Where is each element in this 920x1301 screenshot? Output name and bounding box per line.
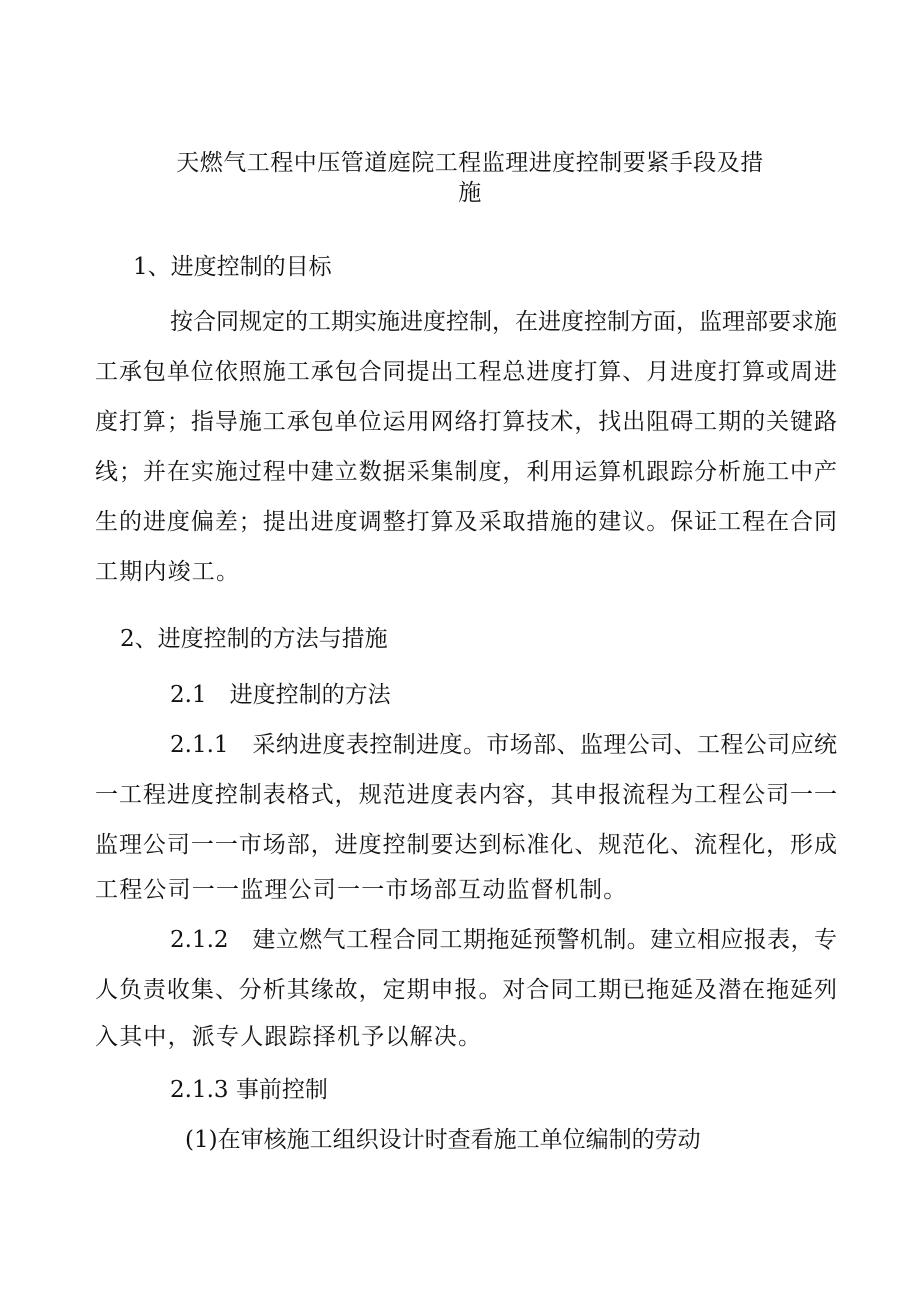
item-1-line: (1)在审核施工组织设计时查看施工单位编制的劳动 [185, 1127, 701, 1153]
paragraph-2-1-2-line: 2.1.2 建立燃气工程合同工期拖延预警机制。建立相应报表，专 [170, 927, 837, 953]
paragraph-2-1-1-line: 2.1.1 采纳进度表控制进度。市场部、监理公司、工程公司应统 [170, 732, 837, 758]
section1-paragraph-line: 度打算；指导施工承包单位运用网络打算技术，找出阻碍工期的关键路 [95, 409, 837, 435]
document-title-line1: 天燃气工程中压管道庭院工程监理进度控制要紧手段及措 [176, 150, 764, 176]
section1-paragraph-line: 按合同规定的工期实施进度控制，在进度控制方面，监理部要求施 [170, 309, 837, 335]
paragraph-2-1-2-line: 人负责收集、分析其缘故，定期申报。对合同工期已拖延及潜在拖延列 [95, 977, 837, 1003]
paragraph-2-1-1-line: 监理公司一一市场部，进度控制要达到标准化、规范化、流程化，形成 [95, 832, 837, 858]
subsection-2-1-heading: 2.1 进度控制的方法 [170, 682, 391, 708]
section2-heading: 2、进度控制的方法与措施 [120, 626, 388, 652]
document-title-line2: 施 [458, 180, 482, 206]
paragraph-2-1-2-line: 入其中，派专人跟踪择机予以解决。 [95, 1024, 483, 1050]
section1-heading: 1、进度控制的目标 [133, 254, 332, 280]
paragraph-2-1-1-line: 工程公司一一监理公司一一市场部互动监督机制。 [95, 877, 628, 903]
section1-paragraph-line: 线；并在实施过程中建立数据采集制度，利用运算机跟踪分析施工中产 [95, 459, 837, 485]
section1-paragraph-line: 工承包单位依照施工承包合同提出工程总进度打算、月进度打算或周进 [95, 359, 837, 385]
subsection-2-1-3-heading: 2.1.3 事前控制 [170, 1077, 328, 1103]
section1-paragraph-line: 生的进度偏差；提出进度调整打算及采取措施的建议。保证工程在合同 [95, 509, 837, 535]
paragraph-2-1-1-line: 一工程进度控制表格式，规范进度表内容，其申报流程为工程公司一一 [95, 782, 837, 808]
section1-paragraph-line: 工期内竣工。 [95, 559, 241, 585]
